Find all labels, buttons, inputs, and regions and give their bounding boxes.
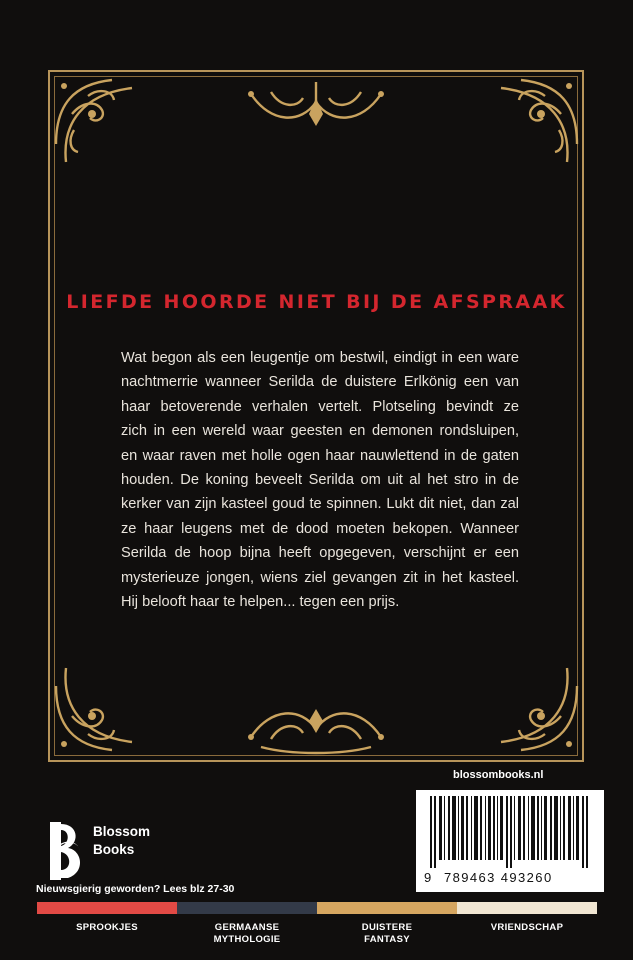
genre-bar-mythology bbox=[177, 902, 317, 914]
genre-label bbox=[317, 922, 457, 946]
genre-bar-dark-fantasy bbox=[317, 902, 457, 914]
genre-label bbox=[37, 922, 177, 946]
blurb-line: nachtmerrie wanneer Serilda de duistere Erlkönig een van bbox=[121, 374, 519, 391]
genre-color-bar bbox=[37, 902, 597, 914]
publisher-name bbox=[93, 823, 150, 859]
genre-label-line: FANTASY bbox=[364, 934, 410, 945]
blurb-line: en waar raven met holle ogen haar nauwlettend in de gaten bbox=[121, 447, 519, 464]
publisher-name-line1: Blossom bbox=[93, 824, 151, 839]
blurb-line: Serilda de hoop bijna heeft opgegeven, verschijnt er een bbox=[121, 545, 519, 562]
blurb-line: mysterieuze jongen, wiens ziel gevangen zit in het kasteel. bbox=[121, 569, 519, 586]
genre-label-line: VRIENDSCHAP bbox=[490, 922, 564, 933]
isbn-first-digit: 9 bbox=[424, 870, 432, 885]
blurb-line: houden. De koning beveelt Serilda om uit al het stro in de bbox=[121, 472, 519, 489]
genre-label-line: MYTHOLOGIE bbox=[213, 934, 281, 945]
genre-label-line: GERMAANSE bbox=[214, 922, 280, 933]
genre-label bbox=[457, 922, 597, 946]
blurb-text bbox=[121, 346, 519, 614]
corner-ornament-bottom-right bbox=[485, 660, 581, 756]
preview-page-note: Nieuwsgierig geworden? Lees blz 27-30 bbox=[36, 883, 235, 895]
corner-ornament-bottom-left bbox=[52, 660, 148, 756]
genre-label-line: SPROOKJES bbox=[76, 922, 138, 933]
genre-label bbox=[177, 922, 317, 946]
top-center-ornament bbox=[241, 74, 391, 134]
blurb-line: Hij belooft haar te helpen... tegen een prijs. bbox=[121, 594, 400, 611]
isbn-number: 789463 493260 bbox=[444, 870, 553, 885]
barcode-bars bbox=[430, 796, 592, 868]
blossom-books-logo-icon bbox=[50, 822, 88, 885]
isbn-barcode bbox=[416, 790, 604, 892]
blurb-line: Wat begon als een leugentje om bestwil, eindigt in een ware bbox=[121, 350, 519, 366]
blurb-line: kerker van zijn kasteel goud te spinnen. Lukt dit niet, dan zal bbox=[121, 496, 519, 513]
genre-label-line: DUISTERE bbox=[361, 922, 413, 933]
corner-ornament-top-right bbox=[485, 74, 581, 170]
publisher-name-line2: Books bbox=[93, 842, 135, 857]
blurb-line: ze haar leugens met de dood moeten bekopen. Wanneer bbox=[121, 520, 519, 537]
genre-bar-fairytales bbox=[37, 902, 177, 914]
blurb-line: haar betoverende verhalen vertelt. Plotseling bevindt ze bbox=[121, 398, 519, 415]
bottom-center-ornament bbox=[241, 693, 391, 757]
publisher-website: blossombooks.nl bbox=[453, 769, 544, 781]
genre-bar-friendship bbox=[457, 902, 597, 914]
corner-ornament-top-left bbox=[52, 74, 148, 170]
tagline-headline: LIEFDE HOORDE NIET BIJ DE AFSPRAAK bbox=[66, 291, 567, 313]
blurb-line: zich in een wereld waar geesten en demonen rondsluipen, bbox=[121, 423, 519, 440]
genre-labels bbox=[37, 922, 597, 946]
